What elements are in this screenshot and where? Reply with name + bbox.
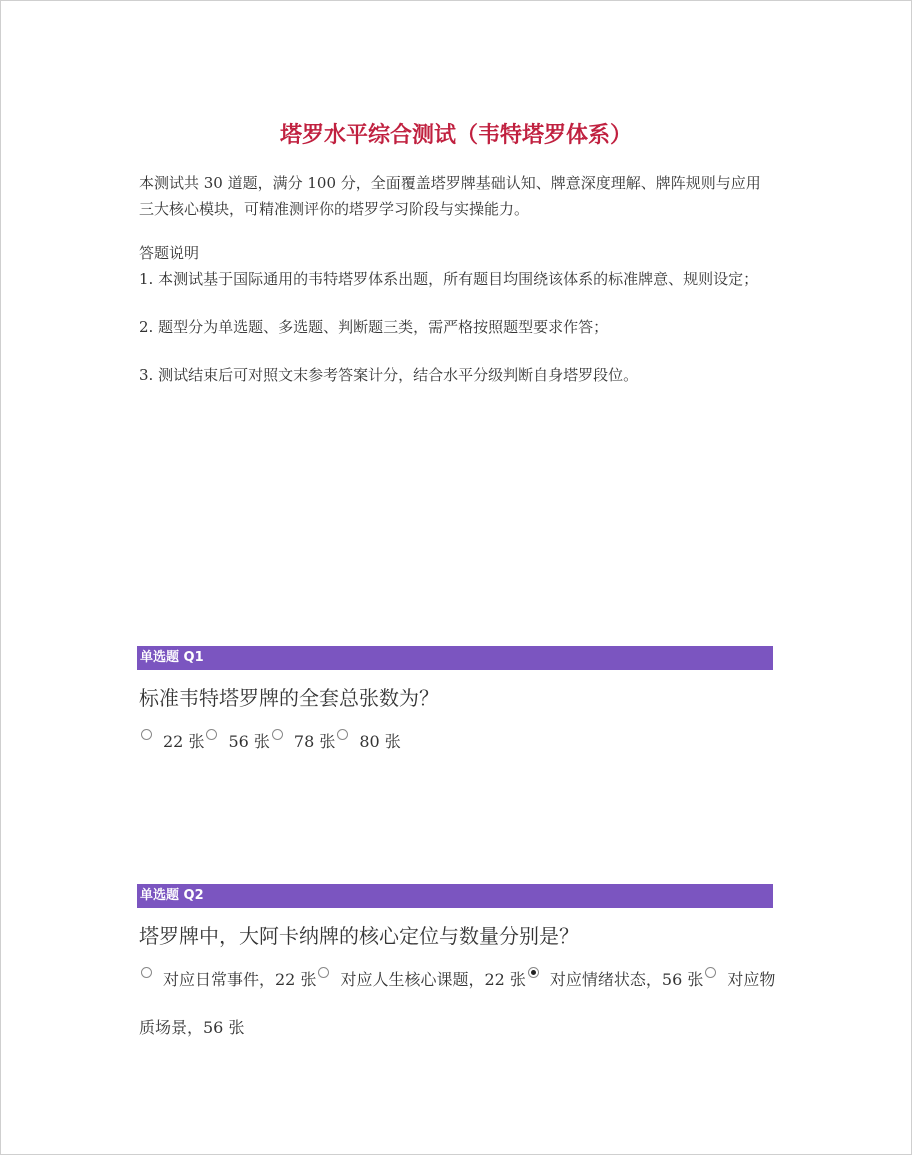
radio-icon[interactable] <box>318 967 329 978</box>
question-header: 单选题 Q2 <box>137 884 773 908</box>
option-radio[interactable] <box>204 732 269 751</box>
instruction-item: 2. 题型分为单选题、多选题、判断题三类，需严格按照题型要求作答； <box>139 318 609 336</box>
option-radio[interactable] <box>526 970 703 989</box>
radio-icon[interactable] <box>705 967 716 978</box>
instructions-heading: 答题说明 <box>139 244 200 262</box>
instructions <box>139 240 771 388</box>
option-label: 对应物质场景，56 张 <box>139 970 776 1037</box>
option-radio[interactable] <box>270 732 335 751</box>
option-label: 80 张 <box>359 732 401 751</box>
radio-icon[interactable] <box>141 729 152 740</box>
option-label: 对应人生核心课题，22 张 <box>340 970 526 989</box>
option-radio[interactable] <box>139 732 204 751</box>
instruction-item: 3. 测试结束后可对照文末参考答案计分，结合水平分级判断自身塔罗段位。 <box>139 366 639 384</box>
radio-icon[interactable] <box>141 967 152 978</box>
instruction-item: 1. 本测试基于国际通用的韦特塔罗体系出题，所有题目均围绕该体系的标准牌意、规则设定； <box>139 270 759 288</box>
radio-icon[interactable] <box>206 729 217 740</box>
option-radio[interactable] <box>316 970 525 989</box>
radio-selected-icon[interactable] <box>528 967 539 978</box>
option-radio[interactable] <box>335 732 400 751</box>
question-text: 塔罗牌中，大阿卡纳牌的核心定位与数量分别是？ <box>139 924 579 948</box>
option-label: 对应情绪状态，56 张 <box>549 970 704 989</box>
question-text: 标准韦特塔罗牌的全套总张数为？ <box>139 686 439 710</box>
question-header: 单选题 Q1 <box>137 646 773 670</box>
option-label: 对应日常事件，22 张 <box>163 970 317 989</box>
option-group <box>139 956 779 1052</box>
radio-icon[interactable] <box>337 729 348 740</box>
page-title: 塔罗水平综合测试（韦特塔罗体系） <box>279 122 632 148</box>
intro-text: 本测试共 30 道题，满分 100 分，全面覆盖塔罗牌基础认知、牌意深度理解、牌阵规则与应用三大核心模块，可精准测评你的塔罗学习阶段与实操能力。 <box>139 174 761 218</box>
option-label: 78 张 <box>293 732 336 751</box>
option-label: 56 张 <box>228 732 270 751</box>
option-group <box>139 718 779 766</box>
option-label: 22 张 <box>163 732 205 751</box>
radio-icon[interactable] <box>272 729 283 740</box>
option-radio[interactable] <box>139 970 316 989</box>
